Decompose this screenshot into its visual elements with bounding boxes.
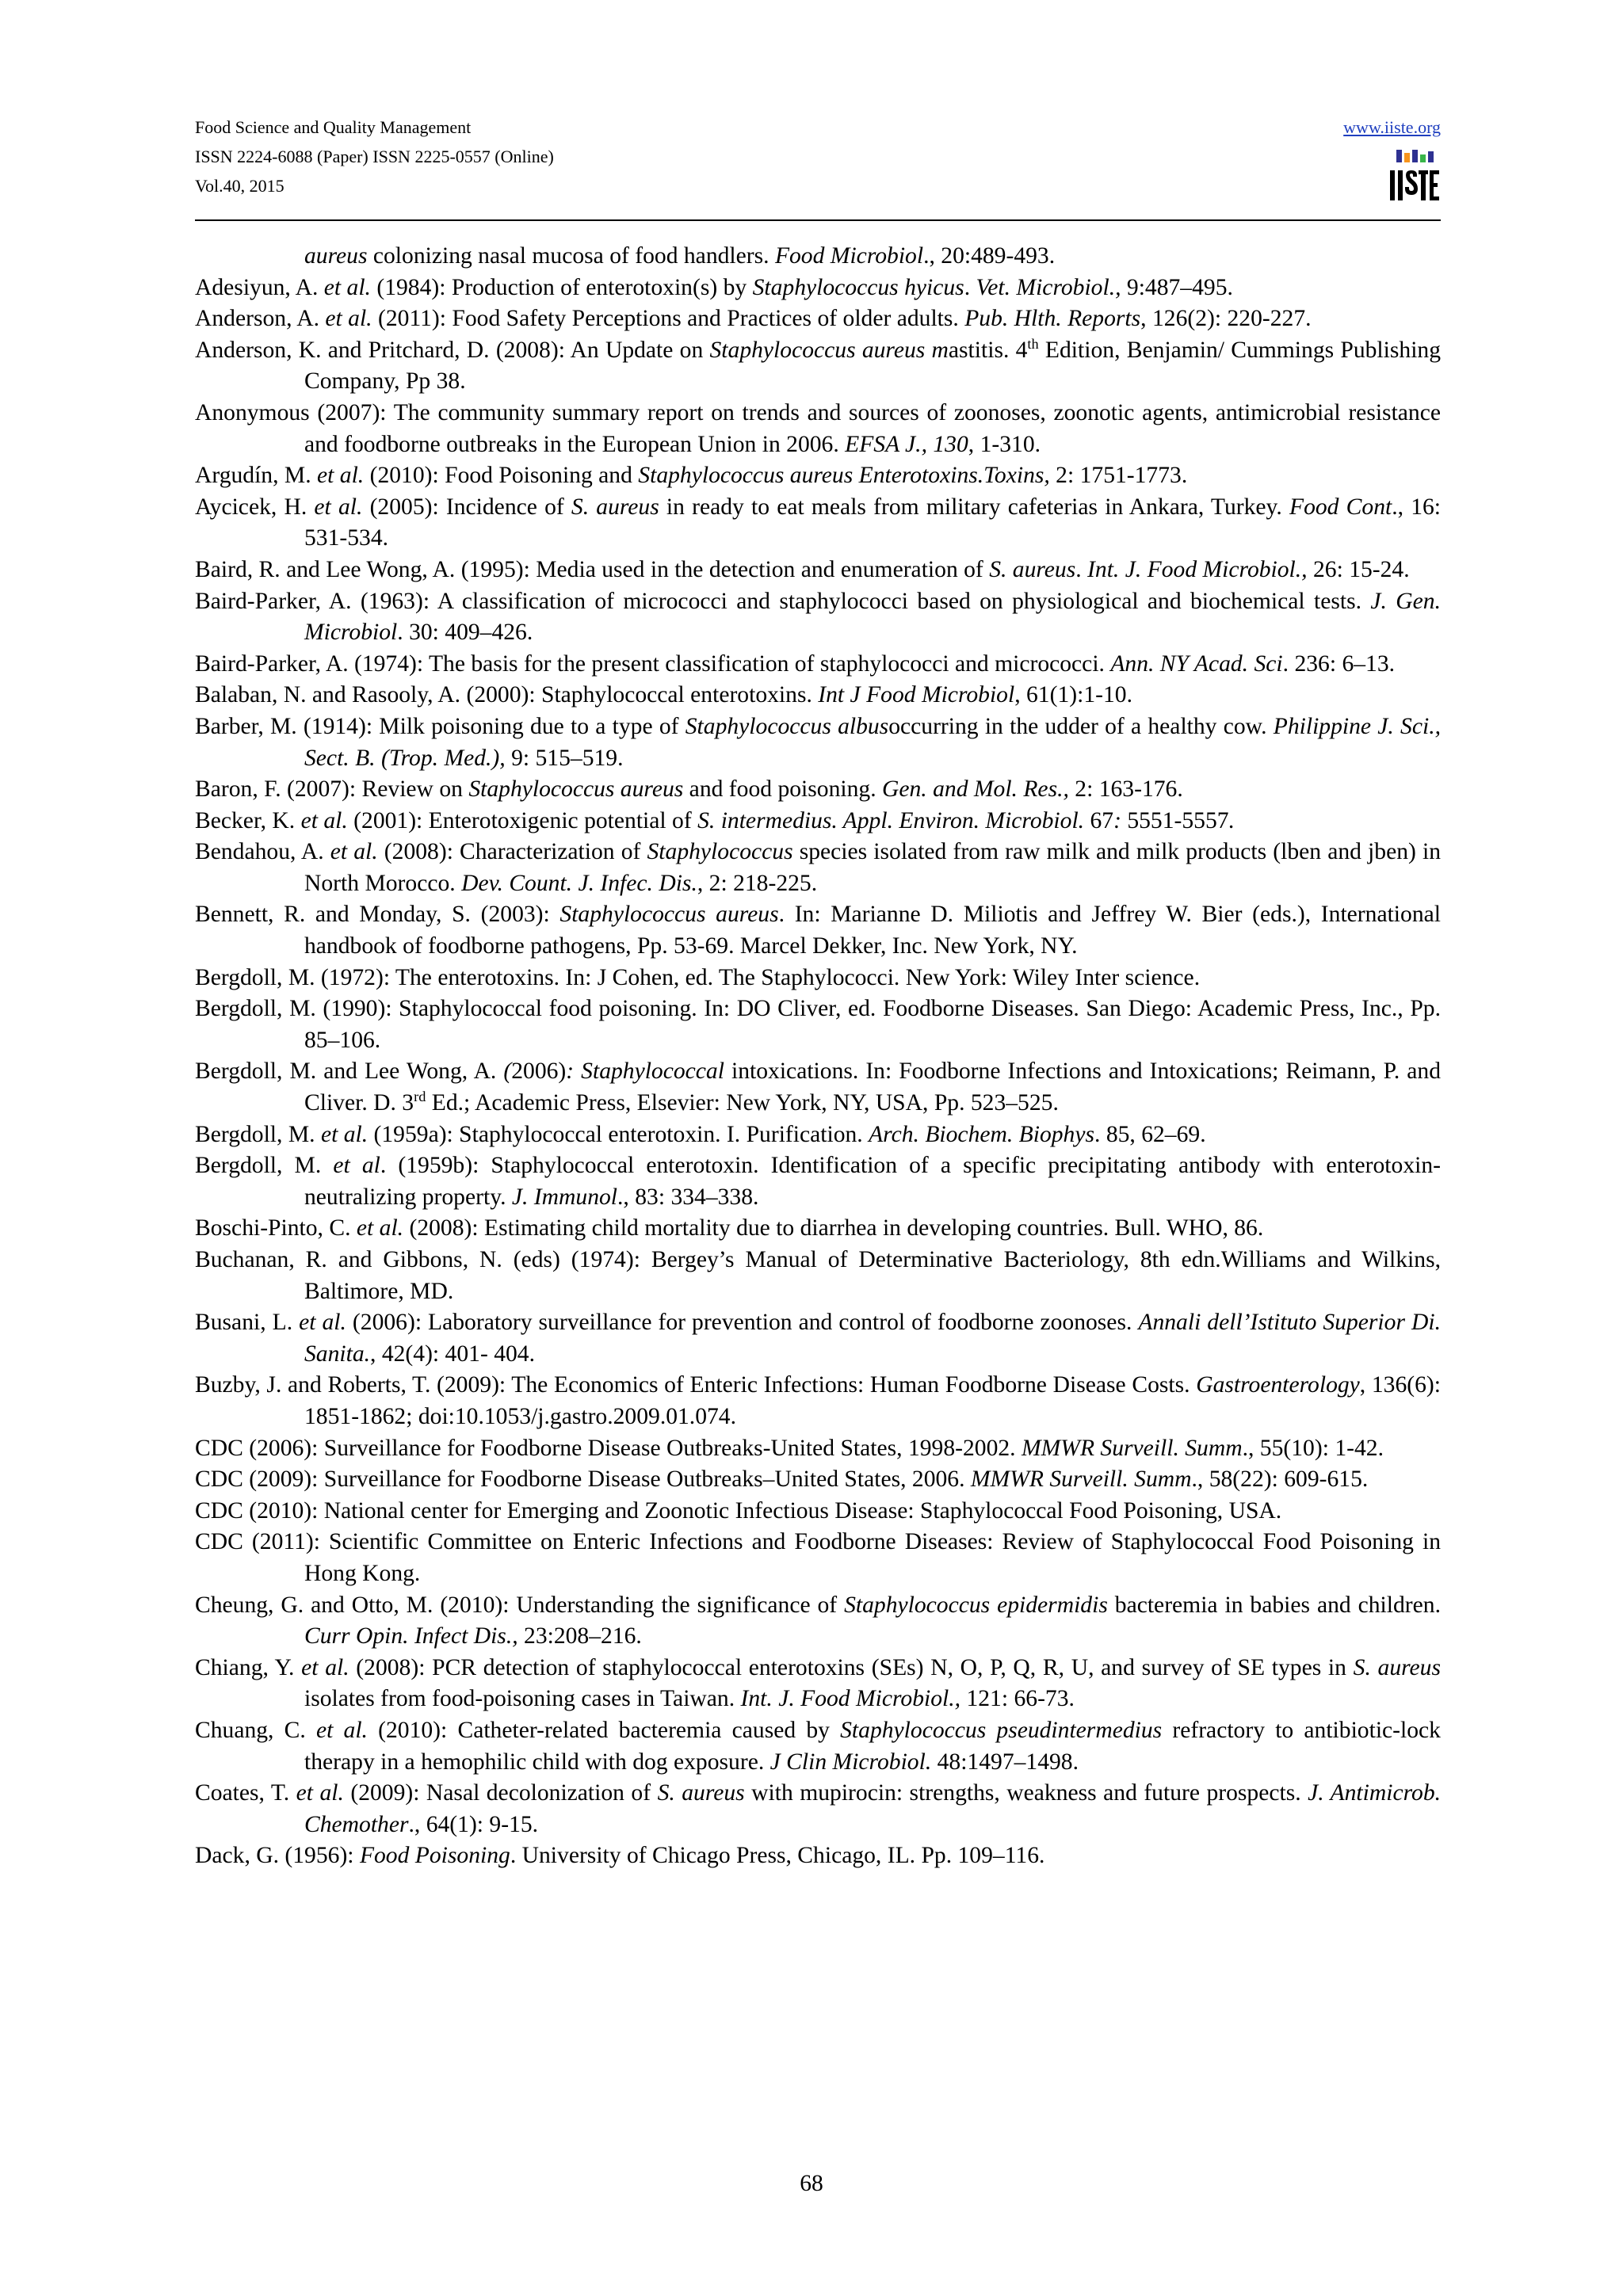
italic-text: et al. bbox=[299, 1310, 346, 1336]
text-run: ., 20:489-493. bbox=[923, 243, 1056, 269]
text-run: Bergdoll, M. bbox=[195, 1153, 334, 1179]
journal-url-link[interactable]: www.iiste.org bbox=[1343, 117, 1441, 137]
italic-text: Staphylococcus aureus Enterotoxins.Toxins, bbox=[638, 463, 1050, 489]
reference-entry bbox=[195, 460, 1441, 492]
text-run: Anderson, K. and Pritchard, D. (2008): An Update on bbox=[195, 337, 710, 363]
text-run: , 2: 218-225. bbox=[697, 870, 818, 896]
text-run: bacteremia in babies and children. bbox=[1107, 1592, 1441, 1618]
italic-text: Staphylococcus pseudintermedius bbox=[840, 1717, 1163, 1743]
text-run: , 1-310. bbox=[968, 431, 1041, 457]
page-header bbox=[195, 113, 1441, 214]
text-run: Bergdoll, M. bbox=[195, 1121, 321, 1147]
text-run: Bergdoll, M. (1990): Staphylococcal food poisoning. In: DO Cliver, ed. Foodborne Diseases. San Diego: Academic Press, Inc., Pp. 85–106. bbox=[195, 996, 1441, 1053]
text-run: Baird-Parker, A. (1974): The basis for the present classification of staphylococci and micrococci. bbox=[195, 650, 1111, 677]
text-run: astitis. 4 bbox=[948, 337, 1028, 363]
superscript: th bbox=[1027, 335, 1039, 352]
reference-entry bbox=[195, 1213, 1441, 1245]
reference-entry bbox=[195, 837, 1441, 899]
text-run: occurring in the udder of a healthy cow. bbox=[888, 713, 1274, 739]
italic-text: et al. bbox=[296, 1780, 344, 1806]
italic-text: MMWR Surveill. Summ bbox=[1021, 1435, 1243, 1461]
italic-text: : bbox=[1113, 807, 1121, 833]
text-run: CDC (2011): Scientific Committee on Enteric Infections and Foodborne Diseases: Review of Staphylococcal Food Poisoning in Hong Kong. bbox=[195, 1529, 1441, 1586]
text-run: Bennett, R. and Monday, S. (2003): bbox=[195, 902, 560, 928]
text-run: Anderson, A. bbox=[195, 306, 326, 332]
italic-text: et al. bbox=[325, 306, 372, 332]
text-run: ., 83: 334–338. bbox=[617, 1184, 759, 1210]
text-run: Buzby, J. and Roberts, T. (2009): The Economics of Enteric Infections: Human Foodborne Disease Costs. bbox=[195, 1372, 1197, 1398]
reference-entry bbox=[195, 303, 1441, 335]
journal-volume: Vol.40, 2015 bbox=[195, 176, 285, 196]
italic-text: S. intermedius. Appl. Environ. Microbiol. bbox=[697, 807, 1085, 833]
text-run: 48:1497–1498. bbox=[931, 1749, 1079, 1775]
text-run: Edition, Benjamin/ Cummings Publishing Company, Pp 38. bbox=[304, 337, 1442, 395]
text-run: Adesiyun, A. bbox=[195, 274, 324, 300]
reference-entry bbox=[195, 649, 1441, 681]
text-run: with mupirocin: strengths, weakness and future prospects. bbox=[744, 1780, 1308, 1806]
text-run: Aycicek, H. bbox=[195, 494, 315, 520]
text-run: 23:208–216. bbox=[517, 1623, 642, 1650]
reference-entry bbox=[195, 1056, 1441, 1119]
iiste-logo-icon bbox=[1385, 148, 1441, 205]
italic-text: Staphylococcus hyicus bbox=[752, 274, 964, 300]
text-run: (2010): Catheter-related bacteremia caused by bbox=[367, 1717, 841, 1743]
italic-text: J. Gen. Microbiol bbox=[304, 588, 1441, 646]
text-run: . 236: 6–13. bbox=[1282, 650, 1396, 677]
reference-entry bbox=[195, 994, 1441, 1056]
text-run: (2008): PCR detection of staphylococcal enterotoxins (SEs) N, O, P, Q, R, U, and survey of SE types in bbox=[349, 1654, 1354, 1680]
reference-entry bbox=[195, 398, 1441, 460]
text-run: Bergdoll, M. and Lee Wong, A. bbox=[195, 1058, 504, 1085]
reference-entry bbox=[195, 1715, 1441, 1778]
text-run: Ed.; Academic Press, Elsevier: New York, NY, USA, Pp. 523–525. bbox=[426, 1090, 1059, 1116]
italic-text: Food Poisoning bbox=[359, 1843, 510, 1869]
italic-text: et al. bbox=[314, 494, 363, 520]
text-run: CDC (2010): National center for Emerging and Zoonotic Infectious Disease: Staphylococcal Food Poisoning, USA. bbox=[195, 1497, 1282, 1524]
text-run: Balaban, N. and Rasooly, A. (2000): Staphylococcal enterotoxins. bbox=[195, 682, 819, 708]
italic-text: et al. bbox=[315, 1717, 368, 1743]
journal-issn: ISSN 2224-6088 (Paper) ISSN 2225-0557 (Online) bbox=[195, 147, 554, 166]
italic-text: S. aureus bbox=[1353, 1654, 1441, 1680]
reference-entry bbox=[195, 680, 1441, 711]
italic-text: S. aureus bbox=[571, 494, 659, 520]
journal-info bbox=[195, 113, 554, 200]
text-run: 2006) bbox=[511, 1058, 567, 1085]
text-run: (2009): Nasal decolonization of bbox=[343, 1780, 658, 1806]
text-run: Barber, M. (1914): Milk poisoning due to a type of bbox=[195, 713, 685, 739]
italic-text: et al. bbox=[330, 839, 378, 865]
text-run: Bendahou, A. bbox=[195, 839, 330, 865]
italic-text: EFSA J., 130 bbox=[845, 431, 968, 457]
text-run: Anonymous (2007): The community summary report on trends and sources of zoonoses, zoonotic agents, antimicrobial resistance and foodborne outbreaks in the European Union in 2006. bbox=[195, 399, 1441, 457]
reference-entry bbox=[195, 1527, 1441, 1589]
text-run: Boschi-Pinto, C. bbox=[195, 1215, 357, 1241]
text-run: Buchanan, R. and Gibbons, N. (eds) (1974): Bergey’s Manual of Determinative Bacteriology, 8th edn.Williams and Wilkins, Baltimore, MD. bbox=[195, 1247, 1441, 1304]
text-run: 5551-5557 bbox=[1121, 807, 1229, 833]
italic-text: Dev. Count. J. Infec. Dis. bbox=[461, 870, 697, 896]
reference-entry bbox=[195, 492, 1441, 555]
italic-text: J Clin Microbiol. bbox=[769, 1749, 932, 1775]
italic-text: et al bbox=[333, 1153, 380, 1179]
text-run: (2005): Incidence of bbox=[362, 494, 571, 520]
text-run: isolates from food-poisoning cases in Taiwan. bbox=[304, 1686, 741, 1712]
italic-text: et al. bbox=[320, 1121, 369, 1147]
journal-name: Food Science and Quality Management bbox=[195, 117, 472, 137]
reference-entry bbox=[195, 899, 1441, 962]
italic-text: Int. J. Food Microbiol., bbox=[740, 1686, 961, 1712]
text-run: , 136(6): 1851-1862; doi:10.1053/j.gastro.2009.01.074. bbox=[304, 1372, 1442, 1429]
text-run: Coates, T. bbox=[195, 1780, 296, 1806]
text-run: , 61(1):1-10. bbox=[1014, 682, 1132, 708]
italic-text: Annali dell’Istituto Superior Di. Sanita. bbox=[304, 1310, 1441, 1367]
italic-text: Gastroenterology bbox=[1196, 1372, 1360, 1398]
text-run: . (1959b): Staphylococcal enterotoxin. Identification of a specific precipitating antibody with enterotoxin-neutralizing property. bbox=[304, 1153, 1441, 1210]
italic-text: Pub. Hlth. Reports bbox=[964, 306, 1141, 332]
text-run: (2011): Food Safety Perceptions and Practices of older adults. bbox=[372, 306, 965, 332]
italic-text: Curr Opin. Infect Dis., bbox=[304, 1623, 518, 1650]
italic-text: et al. bbox=[356, 1215, 404, 1241]
text-run: ., 58(22): 609-615. bbox=[1191, 1466, 1369, 1493]
italic-text: S. aureus bbox=[657, 1780, 745, 1806]
italic-text: S. aureus bbox=[989, 556, 1076, 582]
text-run: Busani, L. bbox=[195, 1310, 300, 1336]
text-run: 9:487–495. bbox=[1121, 274, 1233, 300]
reference-entry bbox=[195, 1433, 1441, 1465]
italic-text: et al. bbox=[317, 463, 365, 489]
text-run: CDC (2006): Surveillance for Foodborne Disease Outbreaks-United States, 1998-2002. bbox=[195, 1435, 1022, 1461]
text-run: Dack, G. (1956): bbox=[195, 1843, 360, 1869]
text-run: ., 55(10): 1-42. bbox=[1242, 1435, 1384, 1461]
italic-text: et al. bbox=[300, 807, 348, 833]
italic-text: aureus bbox=[304, 243, 368, 269]
text-run: (2008): Estimating child mortality due to diarrhea in developing countries. Bull. WHO, 86. bbox=[403, 1215, 1264, 1241]
text-run: Chiang, Y. bbox=[195, 1654, 302, 1680]
italic-text: Staphylococcus aureus m bbox=[709, 337, 949, 363]
text-run: Baird-Parker, A. (1963): A classification of micrococci and staphylococci based on physiological and biochemical tests. bbox=[195, 588, 1371, 614]
text-run: ., 64(1): 9-15. bbox=[408, 1811, 539, 1837]
text-run: in ready to eat meals from military cafeterias in Ankara, Turkey. bbox=[659, 494, 1290, 520]
text-run: and food poisoning. bbox=[683, 776, 882, 803]
reference-entry bbox=[195, 241, 1441, 273]
text-run: 2: 163-176. bbox=[1068, 776, 1183, 803]
text-run: CDC (2009): Surveillance for Foodborne Disease Outbreaks–United States, 2006. bbox=[195, 1466, 971, 1493]
italic-text: Staphylococcus albus bbox=[685, 713, 889, 739]
italic-text: Staphylococcus bbox=[647, 839, 793, 865]
italic-text: Int. J. Food Microbiol., bbox=[1087, 556, 1308, 582]
text-run: (1959a): Staphylococcal enterotoxin. I. Purification. bbox=[368, 1121, 869, 1147]
italic-text: Arch. Biochem. Biophys bbox=[869, 1121, 1095, 1147]
text-run: 2: 1751-1773. bbox=[1049, 463, 1188, 489]
reference-entry bbox=[195, 273, 1441, 304]
reference-entry bbox=[195, 1840, 1441, 1872]
reference-entry bbox=[195, 1150, 1441, 1213]
text-run: species isolated from raw milk and milk products (lben and jben) in North Morocco. bbox=[304, 839, 1441, 896]
text-run: (2008): Characterization of bbox=[377, 839, 647, 865]
text-run: 26: 15-24. bbox=[1307, 556, 1410, 582]
italic-text: Staphylococcus aureus bbox=[468, 776, 684, 803]
italic-text: MMWR Surveill. Summ bbox=[970, 1466, 1192, 1493]
header-divider bbox=[195, 219, 1441, 221]
text-run: . 30: 409–426. bbox=[397, 620, 533, 646]
text-run: (2010): Food Poisoning and bbox=[364, 463, 639, 489]
reference-list bbox=[195, 241, 1441, 1872]
text-run: Becker, K. bbox=[195, 807, 301, 833]
italic-text: Food Microbiol bbox=[774, 243, 924, 269]
text-run: (2006): Laboratory surveillance for prevention and control of foodborne zoonoses. bbox=[346, 1310, 1139, 1336]
italic-text: Philippine J. Sci., Sect. B. (Trop. Med.), bbox=[304, 713, 1442, 771]
text-run: refractory to antibiotic-lock therapy in a hemophilic child with dog exposure. bbox=[304, 1717, 1441, 1775]
reference-entry bbox=[195, 711, 1441, 774]
reference-entry bbox=[195, 1590, 1441, 1653]
reference-entry bbox=[195, 555, 1441, 586]
text-run: ., 16: 531-534. bbox=[304, 494, 1442, 551]
text-run: colonizing nasal mucosa of food handlers. bbox=[367, 243, 775, 269]
reference-entry bbox=[195, 1119, 1441, 1151]
reference-entry bbox=[195, 586, 1441, 649]
italic-text: Food Cont bbox=[1289, 494, 1392, 520]
superscript: rd bbox=[414, 1089, 426, 1105]
italic-text: Staphylococcus aureus bbox=[559, 902, 779, 928]
text-run: . bbox=[1075, 556, 1088, 582]
text-run: 67 bbox=[1084, 807, 1114, 833]
italic-text: et al. bbox=[301, 1654, 349, 1680]
italic-text: Ann. NY Acad. Sci bbox=[1110, 650, 1283, 677]
text-run: . In: Marianne D. Miliotis and Jeffrey W. Bier (eds.), International handbook of foodborne pathogens, Pp. 53-69. Marcel Dekker, Inc. New York, NY. bbox=[304, 902, 1441, 959]
italic-text: et al. bbox=[323, 274, 371, 300]
reference-entry bbox=[195, 335, 1441, 398]
text-run: Chuang, C. bbox=[195, 1717, 316, 1743]
reference-entry bbox=[195, 774, 1441, 806]
italic-text: J. Immunol bbox=[511, 1184, 618, 1210]
italic-text: ( bbox=[503, 1058, 512, 1085]
reference-entry bbox=[195, 1653, 1441, 1715]
text-run: Baron, F. (2007): Review on bbox=[195, 776, 469, 803]
reference-entry bbox=[195, 1496, 1441, 1527]
italic-text: J. Antimicrob. Chemother bbox=[304, 1780, 1442, 1837]
italic-text: Vet. Microbiol., bbox=[976, 274, 1121, 300]
reference-entry bbox=[195, 1464, 1441, 1496]
reference-entry bbox=[195, 806, 1441, 837]
reference-entry bbox=[195, 963, 1441, 994]
text-run: Bergdoll, M. (1972): The enterotoxins. In: J Cohen, ed. The Staphylococci. New York: Wiley Inter science. bbox=[195, 964, 1201, 990]
text-run: , 42(4): 401- 404. bbox=[370, 1341, 535, 1367]
page-number: 68 bbox=[800, 2171, 823, 2196]
italic-text: : Staphylococcal bbox=[566, 1058, 724, 1085]
text-run: 9: 515–519. bbox=[505, 745, 624, 771]
text-run: . University of Chicago Press, Chicago, IL. Pp. 109–116. bbox=[510, 1843, 1045, 1869]
text-run: . bbox=[964, 274, 976, 300]
text-run: Argudín, M. bbox=[195, 463, 318, 489]
italic-text: Staphylococcus epidermidis bbox=[844, 1592, 1108, 1618]
text-run: intoxications. In: Foodborne Infections and Intoxications; Reimann, P. and Cliver. D. 3 bbox=[304, 1058, 1441, 1116]
reference-entry bbox=[195, 1307, 1441, 1370]
text-run: . 85, 62–69. bbox=[1094, 1121, 1206, 1147]
italic-text: . bbox=[1228, 807, 1235, 833]
text-run: Cheung, G. and Otto, M. (2010): Understanding the significance of bbox=[195, 1592, 845, 1618]
text-run: (2001): Enterotoxigenic potential of bbox=[347, 807, 698, 833]
text-run: 121: 66-73. bbox=[960, 1686, 1075, 1712]
journal-brand bbox=[1343, 113, 1441, 209]
italic-text: Int J Food Microbiol bbox=[818, 682, 1015, 708]
text-run: Baird, R. and Lee Wong, A. (1995): Media used in the detection and enumeration of bbox=[195, 556, 990, 582]
text-run: (1984): Production of enterotoxin(s) by bbox=[370, 274, 753, 300]
reference-entry bbox=[195, 1245, 1441, 1307]
text-run: , 126(2): 220-227. bbox=[1140, 306, 1312, 332]
reference-entry bbox=[195, 1370, 1441, 1432]
italic-text: Gen. and Mol. Res., bbox=[882, 776, 1069, 803]
reference-entry bbox=[195, 1778, 1441, 1840]
